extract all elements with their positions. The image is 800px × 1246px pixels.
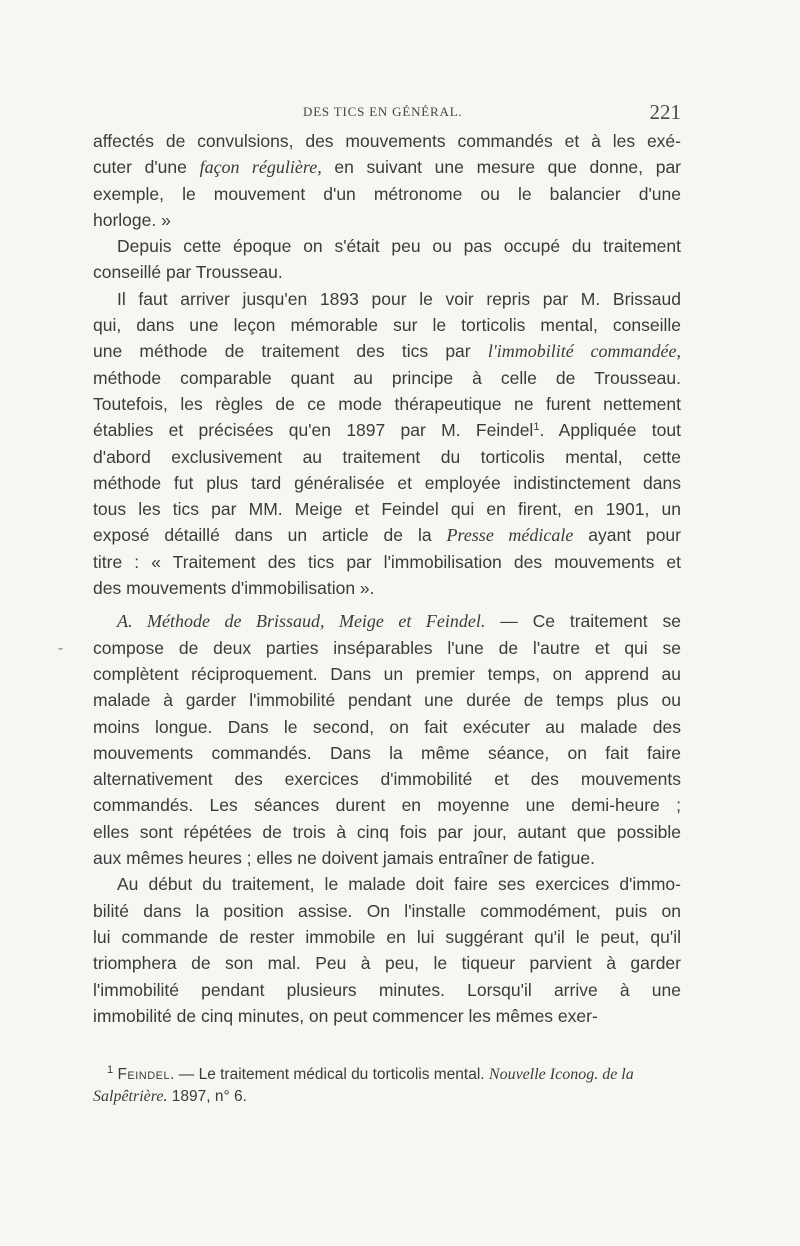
text-line bbox=[93, 128, 681, 154]
text-line bbox=[93, 444, 681, 470]
text-line bbox=[93, 924, 681, 950]
text-run: des mouvements d'immobilisation ». bbox=[93, 578, 375, 599]
footnote-text-end: 1897, n° 6. bbox=[167, 1088, 247, 1105]
text-run: l'immobilité pendant plusieurs minutes. Lorsqu'il arrive à une bbox=[93, 979, 681, 1000]
text-run: complètent réciproquement. Dans un premier temps, on apprend au bbox=[93, 663, 681, 684]
text-run: aux mêmes heures ; elles ne doivent jamais entraîner de fatigue. bbox=[93, 848, 595, 869]
text-line bbox=[93, 871, 681, 897]
footnote-author: Feindel bbox=[117, 1066, 171, 1083]
text-line bbox=[93, 898, 681, 924]
text-line bbox=[93, 661, 681, 687]
text-line bbox=[93, 365, 681, 391]
text-line bbox=[93, 740, 681, 766]
running-head: DES TICS EN GÉNÉRAL. bbox=[303, 104, 463, 119]
text-run: Depuis cette époque on s'était peu ou pas occupé du traitement bbox=[117, 236, 681, 257]
text-line bbox=[93, 470, 681, 496]
text-line bbox=[93, 338, 681, 364]
text-run: Toutefois, les règles de ce mode thérapeutique ne furent nettement bbox=[93, 393, 681, 414]
text-run: ayant pour bbox=[573, 525, 681, 546]
italic-text: façon régulière, bbox=[199, 157, 322, 178]
text-run: lui commande de rester immobile en lui suggérant qu'il le peut, qu'il bbox=[93, 926, 681, 947]
footnote-journal: Nouvelle Iconog. de la Salpêtrière. bbox=[93, 1066, 634, 1105]
text-line bbox=[93, 635, 681, 661]
text-run: exposé détaillé dans un article de la bbox=[93, 525, 447, 546]
footnote-ref: 1 bbox=[533, 421, 540, 434]
page-number: 221 bbox=[649, 100, 681, 124]
text-line bbox=[93, 522, 681, 548]
text-line bbox=[93, 977, 681, 1003]
italic-text: A. Méthode de Brissaud, Meige et Feindel. bbox=[117, 611, 486, 632]
text-run: bilité dans la position assise. On l'installe commodément, puis on bbox=[93, 900, 681, 921]
text-line bbox=[93, 417, 681, 443]
text-line bbox=[93, 608, 681, 634]
text-run: Il faut arriver jusqu'en 1893 pour le voir repris par M. Brissaud bbox=[117, 288, 681, 309]
text-line bbox=[93, 259, 681, 285]
text-run: titre : « Traitement des tics par l'immobilisation des mouvements et bbox=[93, 551, 681, 572]
text-run: commandés. Les séances durent en moyenne une demi-heure ; bbox=[93, 795, 681, 816]
text-line bbox=[93, 1003, 681, 1029]
text-run: triomphera de son mal. Peu à peu, le tiqueur parvient à garder bbox=[93, 953, 681, 974]
text-run: conseillé par Trousseau. bbox=[93, 262, 283, 283]
text-line bbox=[93, 845, 681, 871]
text-line bbox=[93, 687, 681, 713]
text-line bbox=[93, 714, 681, 740]
text-line bbox=[93, 496, 681, 522]
text-run: horloge. » bbox=[93, 209, 171, 230]
text-line bbox=[93, 233, 681, 259]
text-line bbox=[93, 549, 681, 575]
text-line bbox=[93, 766, 681, 792]
text-run: — Ce traitement se bbox=[485, 611, 681, 632]
text-run: malade à garder l'immobilité pendant une durée de temps plus ou bbox=[93, 690, 681, 711]
text-run: en suivant une mesure que donne, par bbox=[321, 157, 682, 178]
text-line bbox=[93, 792, 681, 818]
footnote-paragraph bbox=[93, 1064, 681, 1108]
text-run: une méthode de traitement des tics par bbox=[93, 341, 488, 362]
text-run: méthode comparable quant au principe à celle de Trousseau. bbox=[93, 367, 681, 388]
text-run: compose de deux parties inséparables l'une de l'autre et qui se bbox=[93, 637, 681, 658]
text-run: tous les tics par MM. Meige et Feindel qui en firent, en 1901, un bbox=[93, 499, 681, 520]
text-line bbox=[93, 286, 681, 312]
text-run: mouvements commandés. Dans la même séance, on fait faire bbox=[93, 742, 681, 763]
text-run: affectés de convulsions, des mouvements commandés et à les exé- bbox=[93, 131, 681, 151]
text-line bbox=[93, 950, 681, 976]
footnote bbox=[93, 1064, 681, 1108]
text-line bbox=[93, 391, 681, 417]
text-run: méthode fut plus tard généralisée et employée indistinctement dans bbox=[93, 472, 681, 493]
text-line bbox=[93, 819, 681, 845]
page-header bbox=[93, 102, 681, 126]
footnote-text: . — Le traitement médical du torticolis mental. bbox=[170, 1066, 489, 1083]
text-run: moins longue. Dans le second, on fait exécuter au malade des bbox=[93, 716, 681, 737]
text-run: établies et précisées qu'en 1897 par M. Feindel bbox=[93, 420, 534, 441]
text-run: Au début du traitement, le malade doit faire ses exercices d'immo- bbox=[117, 874, 681, 895]
text-line bbox=[93, 312, 681, 338]
paragraph-gap bbox=[93, 601, 681, 608]
text-run: elles sont répétées de trois à cinq fois par jour, autant que possible bbox=[93, 821, 681, 842]
text-run: qui, dans une leçon mémorable sur le torticolis mental, conseille bbox=[93, 315, 681, 336]
text-line bbox=[93, 575, 681, 601]
text-run: exemple, le mouvement d'un métronome ou le balancier d'une bbox=[93, 183, 681, 204]
text-line bbox=[93, 181, 681, 207]
text-line bbox=[93, 154, 681, 180]
text-run: alternativement des exercices d'immobilité et des mouvements bbox=[93, 769, 681, 790]
italic-text: l'immobilité commandée, bbox=[487, 341, 682, 362]
text-run: d'abord exclusivement au traitement du torticolis mental, cette bbox=[93, 446, 681, 467]
margin-mark: - bbox=[58, 640, 63, 657]
text-run: . Appliquée tout bbox=[539, 420, 681, 441]
text-run: immobilité de cinq minutes, on peut commencer les mêmes exer- bbox=[93, 1005, 598, 1026]
text-run: cuter d'une bbox=[93, 157, 200, 178]
italic-text: Presse médicale bbox=[446, 525, 574, 546]
body-text bbox=[93, 128, 681, 1029]
text-line bbox=[93, 207, 681, 233]
footnote-marker: 1 bbox=[107, 1064, 114, 1076]
